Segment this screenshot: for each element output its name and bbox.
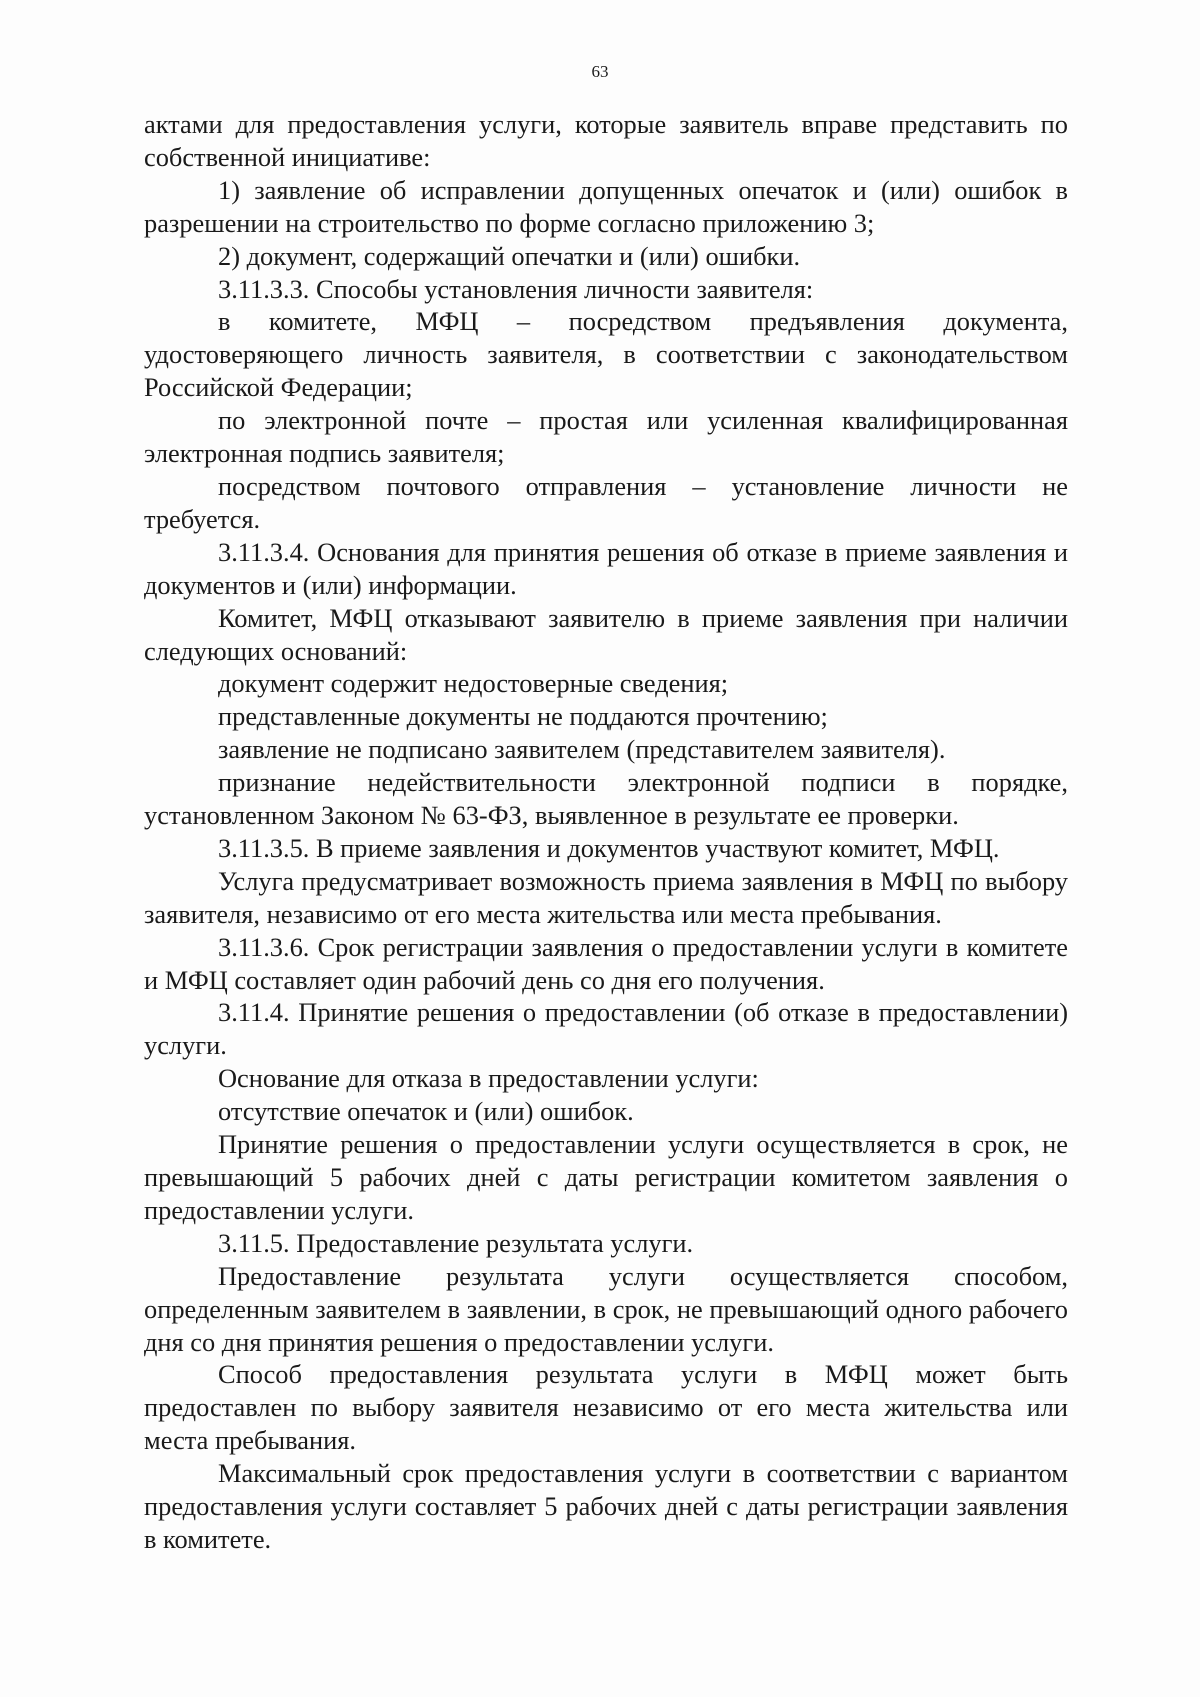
paragraph: Основание для отказа в предоставлении услуги: bbox=[218, 1063, 759, 1094]
paragraph: 2) документ, содержащий опечатки и (или) ошибки. bbox=[218, 240, 801, 271]
paragraph: Способ предоставления результата услуги в МФЦ может быть предоставлен по выбору заявителя независимо от его места жительства или места пребывания. bbox=[144, 1359, 1068, 1456]
paragraph: по электронной почте – простая или усиленная квалифицированная электронная подпись заявителя; bbox=[144, 405, 1068, 469]
paragraph: Принятие решения о предоставлении услуги осуществляется в срок, не превышающий 5 рабочих дней с даты регистрации комитетом заявления о предоставлении услуги. bbox=[144, 1129, 1068, 1225]
paragraph: 3.11.3.5. В приеме заявления и документов участвуют комитет, МФЦ. bbox=[218, 832, 1000, 863]
paragraph: 3.11.3.6. Срок регистрации заявления о предоставлении услуги в комитете и МФЦ составляет один рабочий день со дня его получения. bbox=[144, 931, 1068, 995]
paragraph: 1) заявление об исправлении допущенных опечаток и (или) ошибок в разрешении на строительство по форме согласно приложению 3; bbox=[144, 174, 1068, 238]
paragraph: документ содержит недостоверные сведения; bbox=[218, 668, 729, 699]
paragraph: 3.11.3.4. Основания для принятия решения об отказе в приеме заявления и документов и (или) информации. bbox=[144, 536, 1068, 600]
paragraph: заявление не подписано заявителем (представителем заявителя). bbox=[218, 734, 946, 765]
page-number: 63 bbox=[591, 62, 609, 81]
paragraph: посредством почтового отправления – установление личности не требуется. bbox=[144, 470, 1068, 534]
paragraph: в комитете, МФЦ – посредством предъявления документа, удостоверяющего личность заявителя, в соответствии с законодательством Российской Федерации; bbox=[144, 306, 1068, 403]
paragraph: Услуга предусматривает возможность приема заявления в МФЦ по выбору заявителя, независимо от его места жительства или места пребывания. bbox=[144, 865, 1068, 929]
paragraph: 3.11.4. Принятие решения о предоставлении (об отказе в предоставлении) услуги. bbox=[144, 997, 1068, 1061]
paragraph: Комитет, МФЦ отказывают заявителю в приеме заявления при наличии следующих оснований: bbox=[144, 602, 1068, 666]
paragraph: актами для предоставления услуги, которые заявитель вправе представить по собственной инициативе: bbox=[144, 109, 1068, 172]
paragraph: 3.11.5. Предоставление результата услуги. bbox=[218, 1227, 694, 1258]
paragraph: Максимальный срок предоставления услуги в соответствии с вариантом предоставления услуги составляет 5 рабочих дней с даты регистрации заявления в комитете. bbox=[144, 1458, 1068, 1554]
paragraph: 3.11.3.3. Способы установления личности заявителя: bbox=[218, 273, 814, 304]
paragraph: Предоставление результата услуги осуществляется способом, определенным заявителем в заявлении, в срок, не превышающий одного рабочего дня со дня принятия решения о предоставлении услуги. bbox=[144, 1260, 1068, 1357]
document-body bbox=[144, 108, 1068, 1556]
paragraph: признание недействительности электронной подписи в порядке, установленном Законом № 63-ФЗ, выявленное в результате ее проверки. bbox=[144, 767, 1068, 831]
paragraph: представленные документы не поддаются прочтению; bbox=[218, 701, 828, 732]
paragraph: отсутствие опечаток и (или) ошибок. bbox=[218, 1096, 634, 1127]
